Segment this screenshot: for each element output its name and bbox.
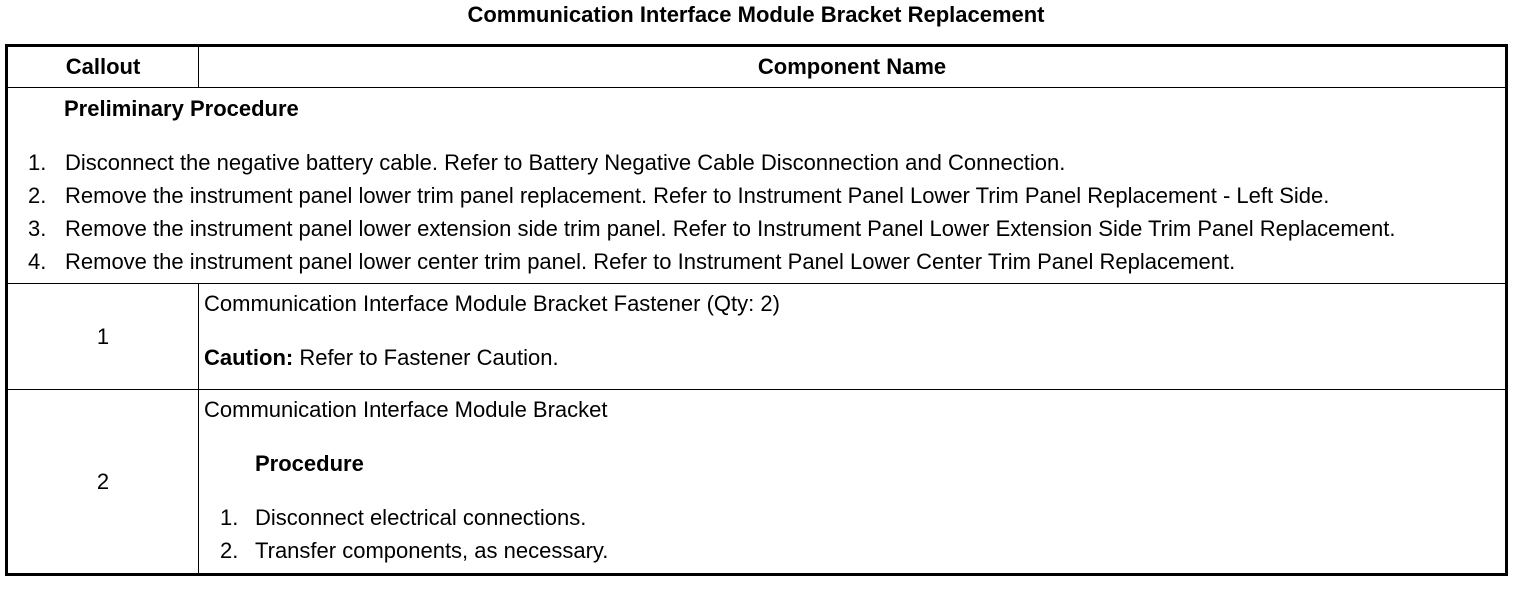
- preliminary-step: [8, 247, 1499, 277]
- preliminary-procedure-heading: Preliminary Procedure: [64, 96, 299, 121]
- component-name-column-header: Component Name: [199, 46, 1507, 88]
- table-header-row: [7, 46, 1507, 88]
- procedure-table: [5, 44, 1508, 576]
- preliminary-step: [8, 214, 1499, 244]
- callout-number: 2: [7, 390, 199, 575]
- procedure-step: [204, 503, 1499, 533]
- step-number: 1.: [220, 505, 239, 530]
- callout-column-header: Callout: [7, 46, 199, 88]
- step-number: 2.: [220, 538, 239, 563]
- preliminary-step: [8, 181, 1499, 211]
- procedure-step: [204, 536, 1499, 566]
- caution-label: Caution:: [204, 345, 294, 370]
- step-text: Remove the instrument panel lower center trim panel. Refer to Instrument Panel Lower Center Trim Panel Replacement.: [65, 249, 1236, 274]
- step-number: 2.: [28, 183, 47, 208]
- step-text: Disconnect electrical connections.: [255, 505, 587, 530]
- table-row: [7, 390, 1507, 575]
- step-number: 3.: [28, 216, 47, 241]
- step-number: 4.: [28, 249, 47, 274]
- component-name: Communication Interface Module Bracket: [204, 397, 608, 422]
- callout-number: 1: [7, 284, 199, 390]
- component-name-cell: [199, 390, 1507, 575]
- step-number: 1.: [28, 150, 47, 175]
- table-row: [7, 284, 1507, 390]
- preliminary-steps-list: [8, 148, 1499, 277]
- step-text: Disconnect the negative battery cable. Refer to Battery Negative Cable Disconnection and Connection.: [65, 150, 1066, 175]
- caution-note: [204, 343, 1499, 373]
- page-title: Communication Interface Module Bracket Replacement: [467, 2, 1045, 27]
- caution-text: Refer to Fastener Caution.: [293, 345, 559, 370]
- preliminary-procedure-cell: [7, 88, 1507, 284]
- procedure-steps-list: [204, 503, 1499, 566]
- component-name-cell: [199, 284, 1507, 390]
- procedure-heading: Procedure: [255, 451, 364, 476]
- step-text: Remove the instrument panel lower extension side trim panel. Refer to Instrument Panel Lower Extension Side Trim Panel Replacement.: [65, 216, 1396, 241]
- component-name: Communication Interface Module Bracket Fastener (Qty: 2): [204, 291, 780, 316]
- preliminary-procedure-row: [7, 88, 1507, 284]
- preliminary-step: [8, 148, 1499, 178]
- step-text: Transfer components, as necessary.: [255, 538, 609, 563]
- step-text: Remove the instrument panel lower trim panel replacement. Refer to Instrument Panel Lower Trim Panel Replacement - Left Side.: [65, 183, 1330, 208]
